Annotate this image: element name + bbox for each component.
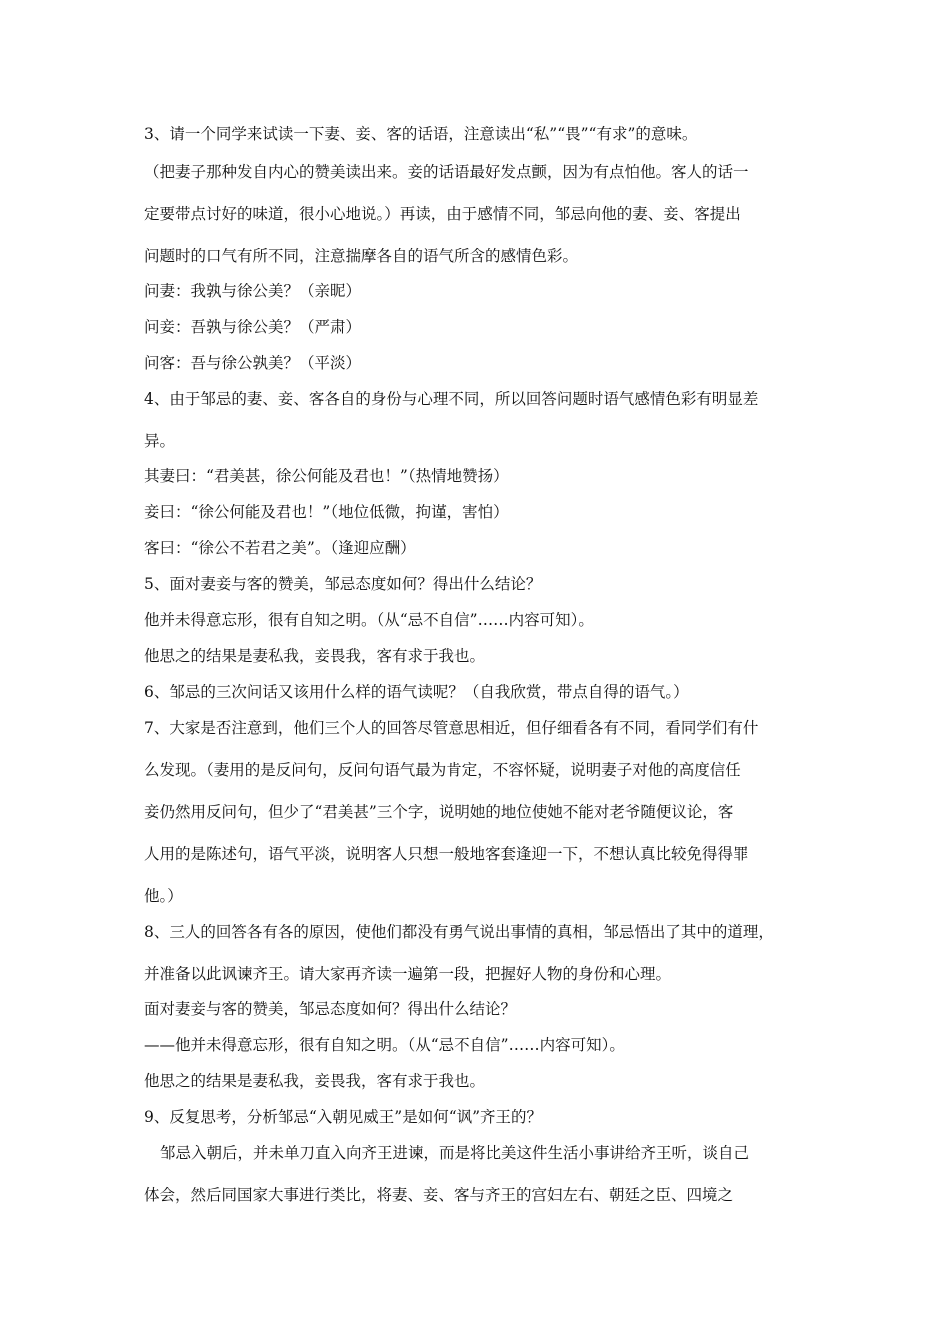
text-line-1: 3、请一个同学来试读一下妻、妾、客的话语，注意读出“私”“畏”“有求”的意味。	[144, 125, 698, 143]
text-line-18: 么发现。（妻用的是反问句，反问句语气最为肯定，不容怀疑，说明妻子对他的高度信任	[144, 761, 741, 779]
text-line-2: （把妻子那种发自内心的赞美读出来。妾的话语最好发点颤，因为有点怕他。客人的话一	[144, 163, 749, 181]
text-line-20: 人用的是陈述句，语气平淡，说明客人只想一般地客套逢迎一下，不想认真比较免得得罪	[144, 845, 749, 863]
text-line-10: 其妻曰：“君美甚，徐公何能及君也！”（热情地赞扬）	[144, 467, 509, 485]
text-line-19: 妾仍然用反问句，但少了“君美甚”三个字，说明她的地位使她不能对老爷随便议论，客	[144, 803, 734, 821]
text-line-4: 问题时的口气有所不同，注意揣摩各自的语气所含的感情色彩。	[144, 247, 579, 265]
text-line-14: 他并未得意忘形，很有自知之明。（从“忌不自信”……内容可知）。	[144, 611, 594, 629]
text-line-12: 客曰：“徐公不若君之美”。（逢迎应酬）	[144, 539, 416, 557]
text-line-16: 6、邹忌的三次问话又该用什么样的语气读呢？（自我欣赏，带点自得的语气。）	[144, 683, 689, 701]
text-line-27: 9、反复思考，分析邹忌“入朝见威王”是如何“讽”齐王的？	[144, 1108, 543, 1126]
text-line-24: 面对妻妾与客的赞美，邹忌态度如何？得出什么结论？	[144, 1000, 517, 1018]
text-line-9: 异。	[144, 432, 176, 450]
text-line-25: ——他并未得意忘形，很有自知之明。（从“忌不自信”……内容可知）。	[144, 1036, 625, 1054]
text-line-11: 妾曰：“徐公何能及君也！”（地位低微，拘谨，害怕）	[144, 503, 509, 521]
text-line-29: 体会，然后同国家大事进行类比，将妻、妾、客与齐王的宫妇左右、朝廷之臣、四境之	[144, 1186, 734, 1204]
text-line-5: 问妻：我孰与徐公美？（亲昵）	[144, 282, 362, 300]
text-line-15: 他思之的结果是妻私我，妾畏我，客有求于我也。	[144, 647, 486, 665]
text-line-13: 5、面对妻妾与客的赞美，邹忌态度如何？得出什么结论？	[144, 575, 542, 593]
text-line-17: 7、大家是否注意到，他们三个人的回答尽管意思相近，但仔细看各有不同，看同学们有什	[144, 719, 759, 737]
text-line-3: 定要带点讨好的味道，很小心地说。）再读，由于感情不同，邹忌向他的妻、妾、客提出	[144, 205, 741, 223]
text-line-23: 并准备以此讽谏齐王。请大家再齐读一遍第一段，把握好人物的身份和心理。	[144, 965, 672, 983]
text-line-22: 8、三人的回答各有各的原因，使他们都没有勇气说出事情的真相，邹忌悟出了其中的道理，	[144, 923, 774, 941]
text-line-8: 4、由于邹忌的妻、妾、客各自的身份与心理不同，所以回答问题时语气感情色彩有明显差	[144, 390, 759, 408]
text-line-6: 问妾：吾孰与徐公美？（严肃）	[144, 318, 362, 336]
text-line-7: 问客：吾与徐公孰美？（平淡）	[144, 354, 362, 372]
text-line-26: 他思之的结果是妻私我，妾畏我，客有求于我也。	[144, 1072, 486, 1090]
text-line-21: 他。）	[144, 887, 183, 905]
text-line-28: 邹忌入朝后，并未单刀直入向齐王进谏，而是将比美这件生活小事讲给齐王听，谈自己	[160, 1144, 750, 1162]
